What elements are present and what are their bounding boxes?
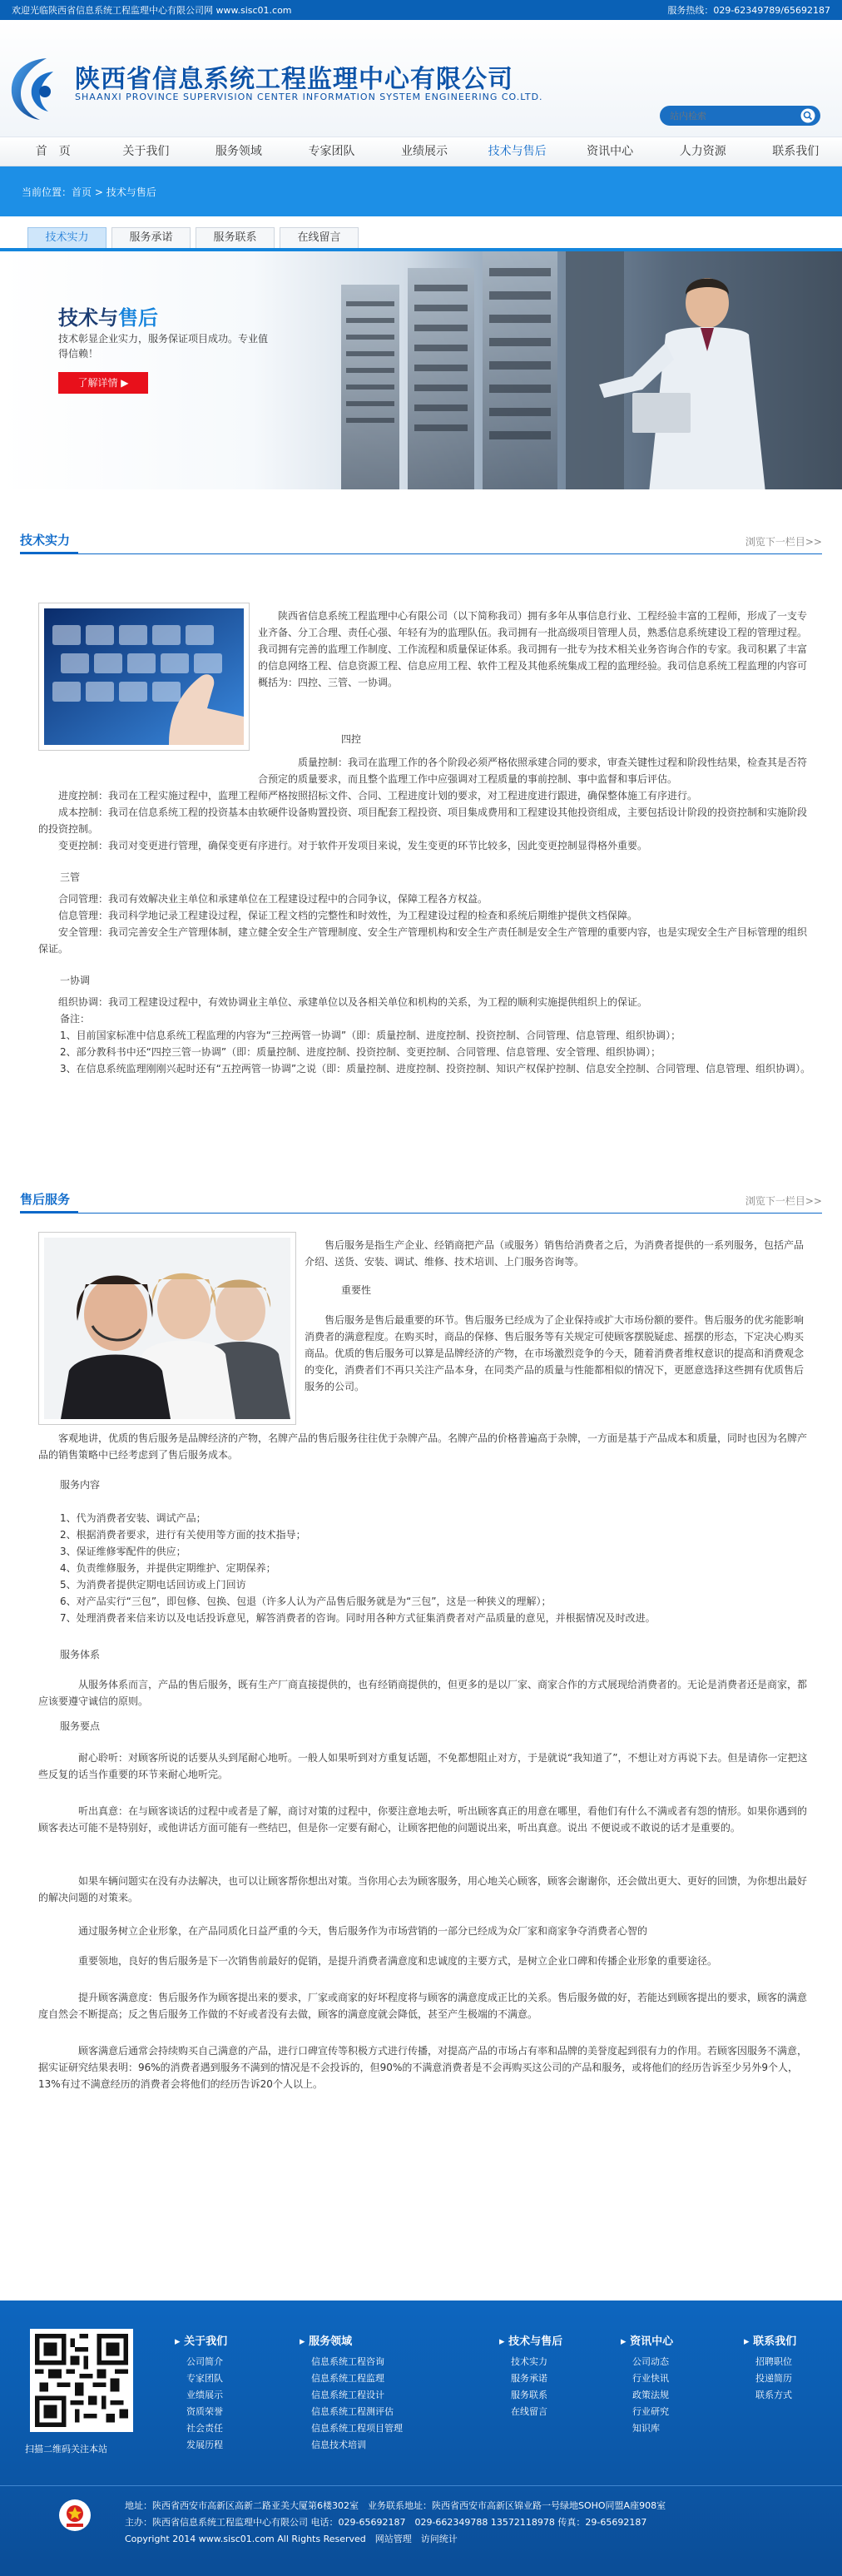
- footer-link[interactable]: 投递简历: [755, 2373, 792, 2384]
- footer-link[interactable]: 资质荣誉: [186, 2406, 223, 2417]
- tech-notes: [60, 1027, 812, 1077]
- footer-link[interactable]: 政策法规: [632, 2390, 669, 2400]
- list-item: 6、对产品实行“三包”，即包修、包换、包退（许多人认为产品售后服务就是为“三包”，这是一种狭义的理解）；: [60, 1596, 552, 1607]
- footer-col-contact: [744, 2334, 796, 2404]
- footer-link[interactable]: 公司简介: [186, 2356, 223, 2367]
- company-logo-icon[interactable]: [7, 50, 58, 123]
- service-p-importance: 售后服务是售后最重要的环节。售后服务已经成为了企业保持或扩大市场份额的要件。售后服务的优劣能影响消费者的满意程度。在购买时，商品的保修、售后服务等有关规定可使顾客摆脱疑虑、摇摆的形态，下定决心购买商品。优质的售后服务可以算是品牌经济的产物，在市场激烈竞争的今天，随着消费者维权意识的提高和消费观念的变化，消费者们不再只关注产品本身，在同类产品的质量与性能都相似的情况下，更愿意选择这些拥有优质售后服务的公司。: [305, 1314, 805, 1392]
- search-icon[interactable]: [800, 108, 815, 123]
- tech-photo: [38, 603, 250, 751]
- tech-section-title: 技术实力: [20, 533, 71, 548]
- qr-label: 扫描二维码关注本站: [25, 2444, 107, 2454]
- service-intro: 售后服务是指生产企业、经销商把产品（或服务）销售给消费者之后，为消费者提供的一系列服务，包括产品介绍、送货、安装、调试、维修、技术培训、上门服务咨询等。: [305, 1239, 805, 1268]
- list-item: 7、处理消费者来信来访以及电话投诉意见，解答消费者的咨询。同时用各种方式征集消费者对产品质量的意见，并根据情况及时改进。: [60, 1612, 656, 1624]
- service-p-image: 通过服务树立企业形象，在产品同质化日益严重的今天，售后服务作为市场营销的一部分已经成为众厂家和商家争夺消费者心智的: [78, 1925, 648, 1937]
- footer-link[interactable]: 信息系统工程设计: [311, 2390, 384, 2400]
- footer-link[interactable]: 信息系统工程监理: [311, 2373, 384, 2384]
- footer-link[interactable]: 联系方式: [755, 2390, 792, 2400]
- nav-hr[interactable]: 人力资源: [679, 145, 726, 158]
- server-room-illustration: [316, 251, 842, 489]
- service-section-header: [20, 1179, 822, 1214]
- service-p-system: 从服务体系而言，产品的售后服务，既有生产厂商直接提供的，也有经销商提供的，但更多的是以厂家、商家合作的方式展现给消费者的。无论是消费者还是商家，都应该要遵守诚信的原则。: [38, 1679, 808, 1707]
- tab-service-promise[interactable]: 服务承诺: [111, 227, 191, 248]
- company-english-name: SHAANXI PROVINCE SUPERVISION CENTER INFORMATION SYSTEM ENGINEERING CO.LTD.: [75, 92, 543, 102]
- banner-title-mid: 与: [98, 305, 118, 330]
- top-bar: [0, 0, 842, 20]
- banner-subtitle: 技术彰显企业实力，服务保证项目成功。专业值得信赖！: [58, 333, 269, 360]
- footer-col-head[interactable]: ▸ 关于我们: [175, 2335, 228, 2348]
- breadcrumb-current: 技术与售后: [106, 186, 156, 198]
- footer-link[interactable]: 信息系统工程测评估: [311, 2406, 394, 2417]
- footer-link[interactable]: 业绩展示: [186, 2390, 223, 2400]
- nav-experts[interactable]: 专家团队: [308, 145, 355, 158]
- service-sub-importance: 重要性: [341, 1284, 372, 1296]
- company-name: 陕西省信息系统工程监理中心有限公司: [75, 65, 513, 94]
- footer-link[interactable]: 信息系统工程项目管理: [311, 2423, 403, 2434]
- nav-news[interactable]: 资讯中心: [587, 145, 634, 158]
- tech-section-header: [20, 519, 822, 554]
- tech-section-more-link[interactable]: 浏览下一栏目>>: [745, 536, 822, 548]
- service-section-title: 售后服务: [20, 1192, 71, 1207]
- keyboard-touch-image: [44, 608, 244, 745]
- footer-divider: [0, 2485, 842, 2486]
- footer-link[interactable]: 行业快讯: [632, 2373, 669, 2384]
- tech-p-org: 组织协调：我司工程建设过程中，有效协调业主单位、承建单位以及各相关单位和机构的关系，为工程的顺利实施提供组织上的保证。: [58, 996, 648, 1008]
- service-p-listen: 耐心聆听：对顾客所说的话要从头到尾耐心地听。一般人如果听到对方重复话题，不免都想阻止对方，于是就说“我知道了”，不想让对方再说下去。但是请你一定把这些反复的话当作重要的环节来耐心地听完。: [38, 1752, 808, 1780]
- footer-col-head[interactable]: ▸ 服务领域: [300, 2335, 353, 2348]
- list-item: 1、代为消费者安装、调试产品；: [60, 1512, 206, 1524]
- service-p-meaning: 听出真意：在与顾客谈话的过程中或者是了解，商讨对策的过程中，你要注意地去听，听出顾客真正的用意在哪里，看他们有什么不满或者有怨的情形。如果你遇到的顾客表达可能不是特别好，或他讲话方面可能有一些结巴，但是你一定要有耐心，让顾客把他的问题说出来，听出真意。说出 不便说或不敢说的话才是重要的。: [38, 1805, 808, 1834]
- breadcrumb-home[interactable]: 首页: [72, 186, 92, 198]
- nav-contact[interactable]: 联系我们: [772, 145, 820, 158]
- site-footer: [0, 2301, 842, 2576]
- footer-address: 地址：陕西省西安市高新区高新二路亚美大厦第6楼302室 业务联系地址：陕西省西安市高新区锦业路一号绿地SOHO同盟A座908室: [125, 2500, 666, 2511]
- tech-p-change: 变更控制：我司对变更进行管理，确保变更有序进行。对于软件开发项目来说，发生变更的环节比较多，因此变更控制显得格外重要。: [58, 840, 648, 851]
- service-p-solution: 如果车辆问题实在没有办法解决，也可以让顾客帮你想出对策。当你用心去为顾客服务，用心地关心顾客，顾客会谢谢你，还会做出更大、更好的回馈，为你想出最好的解决问题的对策来。: [38, 1875, 808, 1903]
- service-sub-content: 服务内容: [60, 1479, 101, 1491]
- service-content-list: [60, 1510, 812, 1626]
- footer-link[interactable]: 服务联系: [511, 2390, 547, 2400]
- footer-owner: 主办：陕西省信息系统工程监理中心有限公司 电话：029-65692187 029-66234978​8 13572118978 传真：29-65692187: [125, 2517, 647, 2528]
- breadcrumb-label: 当前位置：: [22, 186, 72, 198]
- breadcrumb-separator: >: [94, 186, 103, 198]
- footer-col-head[interactable]: ▸ 资讯中心: [621, 2335, 674, 2348]
- nav-tech-support[interactable]: 技术与售后: [488, 145, 547, 158]
- tab-tech-strength[interactable]: 技术实力: [27, 227, 106, 248]
- footer-link[interactable]: 招聘职位: [755, 2356, 792, 2367]
- footer-col-tech: [499, 2334, 562, 2420]
- footer-link[interactable]: 行业研究: [632, 2406, 669, 2417]
- list-item: 1、目前国家标准中信息系统工程监理的内容为“三控两管一协调”（即：质量控制、进度控制、投资控制、合同管理、信息管理、组织协调）；: [60, 1030, 681, 1041]
- learn-more-button[interactable]: 了解详情 ▶: [58, 372, 148, 394]
- tech-p-safety: 安全管理：我司完善安全生产管理体制，建立健全安全生产管理制度、安全生产管理机构和安全生产责任制是安全生产管理的重要内容，也是实现安全生产目标管理的组织保证。: [38, 926, 808, 955]
- call-center-image: [44, 1238, 290, 1419]
- tech-note-label: 备注：: [60, 1013, 91, 1025]
- tech-p-quality: 质量控制：我司在监理工作的各个阶段必须严格依照承建合同的要求，审查关键性过程和阶段性结果，检查其是否符合预定的质量要求，而且整个监理工作中应强调对工程质量的事前控制、事中监督和事后评估。: [258, 757, 808, 785]
- list-item: 5、为消费者提供定期电话回访或上门回访: [60, 1579, 246, 1591]
- footer-link[interactable]: 服务承诺: [511, 2373, 547, 2384]
- list-item: 4、负责维修服务，并提供定期维护、定期保养；: [60, 1562, 276, 1574]
- tech-sub-three-manage: 三管: [60, 871, 81, 883]
- footer-link[interactable]: 信息系统工程咨询: [311, 2356, 384, 2367]
- footer-col-about: [175, 2334, 227, 2454]
- list-item: 2、部分教科书中还“四控三管一协调”（即：质量控制、进度控制、投资控制、变更控制、合同管理、信息管理、安全管理、组织协调）；: [60, 1046, 661, 1058]
- footer-link[interactable]: 公司动态: [632, 2356, 669, 2367]
- search-box: [660, 106, 820, 126]
- site-header: [0, 20, 842, 137]
- hero-banner: [0, 248, 842, 489]
- service-section-more-link[interactable]: 浏览下一栏目>>: [745, 1195, 822, 1207]
- footer-col-head[interactable]: ▸ 技术与售后: [499, 2335, 563, 2348]
- main-nav: [0, 137, 842, 166]
- breadcrumb: [0, 166, 842, 216]
- hotline-text: 服务热线：029-62349789/65692187: [667, 5, 830, 16]
- footer-copyright: Copyright 2014 www.sisc01.com All Rights Reserved 网站管理 访问统计: [125, 2534, 458, 2544]
- qr-code: [30, 2329, 133, 2432]
- nav-services[interactable]: 服务领域: [215, 145, 262, 158]
- tech-strength-section: [0, 519, 842, 1200]
- footer-col-services: [300, 2334, 403, 2454]
- banner-title: [58, 301, 158, 330]
- nav-home[interactable]: 首 页: [35, 145, 71, 158]
- footer-col-head[interactable]: ▸ 联系我们: [744, 2335, 797, 2348]
- banner-title-part1: 技术: [58, 305, 98, 330]
- service-sub-points: 服务要点: [60, 1720, 101, 1732]
- footer-link[interactable]: 信息技术培训: [311, 2440, 366, 2450]
- tech-sub-four-controls: 四控: [341, 733, 362, 745]
- service-photo: [38, 1232, 296, 1425]
- welcome-text: 欢迎光临陕西省信息系统工程监理中心有限公司网 www.sisc01.com: [12, 5, 292, 16]
- sub-tabs: [0, 216, 842, 248]
- service-p-image-2: 重要领地，良好的售后服务是下一次销售前最好的促销，是提升消费者满意度和忠诚度的主要方式，是树立企业口碑和传播企业形象的重要途径。: [78, 1955, 718, 1967]
- list-item: 2、根据消费者要求，进行有关使用等方面的技术指导；: [60, 1529, 306, 1541]
- tech-sub-coordinate: 一协调: [60, 975, 91, 986]
- list-item: 3、在信息系统监理刚刚兴起时还有“五控两管一协调”之说（即：质量控制、进度控制、投资控制、知识产权保护控制、信息安全控制、合同管理、信息管理、组织协调）。: [60, 1063, 811, 1075]
- footer-link[interactable]: 在线留言: [511, 2406, 547, 2417]
- nav-about[interactable]: 关于我们: [122, 145, 170, 158]
- search-input[interactable]: [660, 111, 793, 122]
- service-sub-system: 服务体系: [60, 1649, 101, 1660]
- footer-link[interactable]: 专家团队: [186, 2373, 223, 2384]
- learn-more-label: 了解详情: [77, 377, 118, 389]
- nav-achievements[interactable]: 业绩展示: [401, 145, 448, 158]
- footer-link[interactable]: 社会责任: [186, 2423, 223, 2434]
- tech-p-cost: 成本控制：我司在信息系统工程的投资基本由软硬件设备购置投资、项目配套工程投资、项目集成费用和工程建设其他投资组成，主要包括设计阶段的投资控制和实施阶段的投资控制。: [38, 807, 808, 835]
- service-p-satisfaction: 提升顾客满意度：售后服务作为顾客提出来的要求，厂家或商家的好坏程度将与顾客的满意度成正比的关系。售后服务做的好，若能达到顾客提出的要求，顾客的满意度自然会不断提高；反之售后服务工作做的不好或者没有去做，顾客的满意度就会降低，甚至产生极端的不满意。: [38, 1992, 808, 2020]
- tab-service-contact[interactable]: 服务联系: [196, 227, 275, 248]
- tech-intro: 陕西省信息系统工程监理中心有限公司（以下简称我司）拥有多年从事信息行业、工程经验丰富的工程师，形成了一支专业齐备、分工合理、责任心强、年轻有为的监理队伍。我司拥有一批高级项目管理人员，熟悉信息系统建设工程的管理过程。我司拥有完善的监理工作制度、工作流程和质量保证体系。我司拥有一批专为技术相关业务咨询合作的专家。我司积累了丰富的信息网络工程、信息资源工程、信息应用工程、软件工程及其他系统集成工程的监理经验。我司信息系统工程监理的内容可概括为：四控、三管、一协调。: [258, 610, 808, 688]
- police-badge-icon[interactable]: [58, 2499, 92, 2532]
- tech-p-info: 信息管理：我司科学地记录工程建设过程，保证工程文档的完整性和时效性，为工程建设过程的检查和系统后期维护提供文档保障。: [58, 910, 638, 921]
- footer-link[interactable]: 知识库: [632, 2423, 660, 2434]
- list-item: 3、保证维修零配件的供应；: [60, 1546, 186, 1557]
- after-sales-section: [0, 1179, 842, 2294]
- tab-online-message[interactable]: 在线留言: [280, 227, 359, 248]
- tech-p-progress: 进度控制：我司在工程实施过程中，监理工程师严格按照招标文件、合同、工程进度计划的要求，对工程进度进行跟进，确保整体施工有序进行。: [58, 790, 698, 802]
- service-p-brand: 客观地讲，优质的售后服务是品牌经济的产物，名牌产品的售后服务往往优于杂牌产品。名牌产品的价格普遍高于杂牌，一方面是基于产品成本和质量，同时也因为名牌产品的销售策略中已经考虑到了售后服务成本。: [38, 1432, 808, 1461]
- footer-link[interactable]: 技术实力: [511, 2356, 547, 2367]
- footer-link[interactable]: 发展历程: [186, 2440, 223, 2450]
- qr-code-icon: [35, 2334, 128, 2427]
- footer-col-news: [621, 2334, 673, 2437]
- service-p-word-of-mouth: 顾客满意后通常会持续购买自己满意的产品，进行口碑宣传等积极方式进行传播，对提高产品的市场占有率和品牌的美誉度起到很有力的作用。若顾客因服务不满意，据实证研究结果表明：96%的消费者遇到服务不满到的情况是不会投诉的，但90%的不满意消费者是不会再购买这公司的产品和服务，或将他们的经历告诉至少另外9个人，13%有过不满意经历的消费者会将他们的经历告诉20个人以上。: [38, 2045, 808, 2090]
- banner-title-part2: 售后: [118, 305, 158, 330]
- tech-p-contract: 合同管理：我司有效解决业主单位和承建单位在工程建设过程中的合同争议，保障工程各方权益。: [58, 893, 488, 905]
